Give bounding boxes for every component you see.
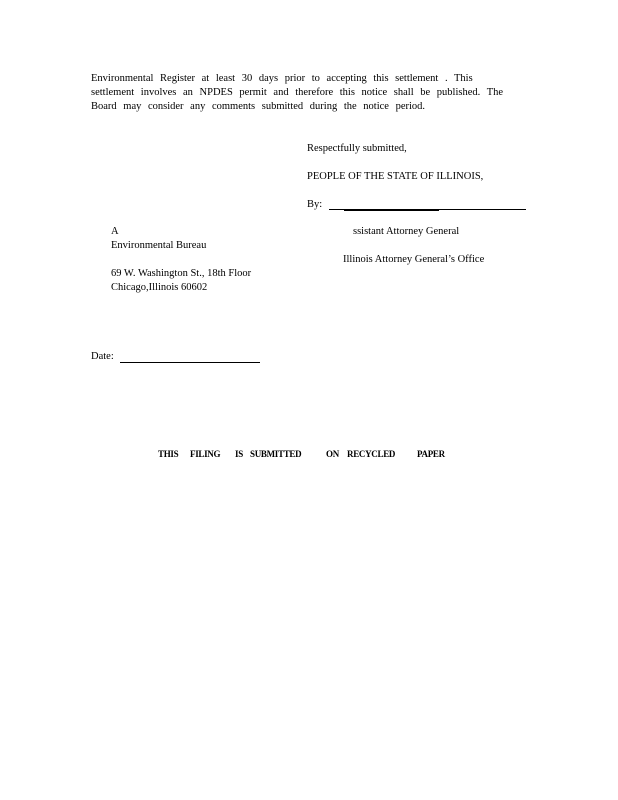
attorney-title-initial: A <box>111 226 119 237</box>
footer-word-6: RECYCLED <box>347 449 396 459</box>
notice-line-1: Environmental Register at least 30 days prior to accepting this settlement . This <box>91 73 473 84</box>
footer-word-3: IS <box>235 449 243 459</box>
signature-line-inner <box>344 210 439 211</box>
party-name: PEOPLE OF THE STATE OF ILLINOIS, <box>307 171 484 182</box>
date-label: Date: <box>91 351 114 362</box>
date-line <box>120 362 260 363</box>
footer-word-1: THIS <box>158 449 179 459</box>
footer-word-2: FILING <box>190 449 221 459</box>
address-line-2: Chicago,Illinois 60602 <box>111 282 208 293</box>
footer-word-5: ON <box>326 449 339 459</box>
notice-line-3: Board may consider any comments submitted during the notice period. <box>91 101 426 112</box>
address-line-1: 69 W. Washington St., 18th Floor <box>111 268 252 279</box>
office-name: Illinois Attorney General’s Office <box>343 254 485 265</box>
notice-line-2: settlement involves an NPDES permit and therefore this notice shall be published. The <box>91 87 504 98</box>
by-label: By: <box>307 199 323 210</box>
footer-word-7: PAPER <box>417 449 445 459</box>
attorney-title: ssistant Attorney General <box>353 226 460 237</box>
bureau-name: Environmental Bureau <box>111 240 207 251</box>
closing-text: Respectfully submitted, <box>307 143 407 154</box>
footer-word-4: SUBMITTED <box>250 449 302 459</box>
